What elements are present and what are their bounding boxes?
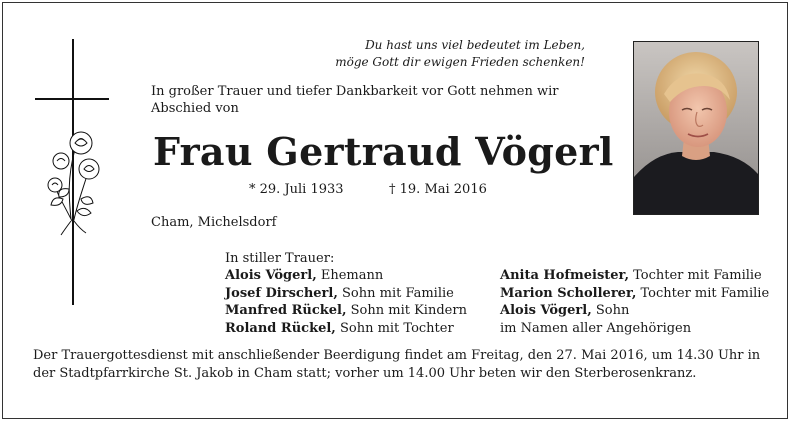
mourner-name: Anita Hofmeister, (500, 268, 629, 283)
mourner-relation: Sohn (591, 303, 630, 318)
mourner-entry (500, 320, 769, 338)
mourner-entry (500, 267, 769, 285)
funeral-service-text: Der Trauergottesdienst mit anschließender Beerdigung findet am Freitag, den 27. Mai 2016, um 14.30 Uhr in der Stadtpfarrkirche St. Jakob in Cham statt; vorher um 14.00 Uhr beten wir den Sterberosenkranz. (33, 348, 761, 381)
mourner-name: Marion Schollerer, (500, 285, 637, 301)
motto-line-1: Du hast uns viel bedeutet im Leben, (365, 38, 585, 52)
motto-line-2: möge Gott dir ewigen Frieden schenken! (335, 55, 585, 69)
mourner-name: Alois Vögerl, (500, 303, 592, 318)
mourner-relation: Ehemann (316, 268, 384, 283)
intro-text: In großer Trauer und tiefer Dankbarkeit vor Gott nehmen wir Abschied von (151, 84, 559, 116)
mourners-left-column (225, 267, 467, 337)
mourner-entry (225, 267, 467, 285)
mourner-name: Josef Dirscherl, (225, 285, 338, 301)
cross-with-roses-icon (31, 39, 116, 307)
mourner-entry (500, 302, 769, 320)
mourner-relation: Tochter mit Familie (628, 268, 762, 283)
death-date: † 19. Mai 2016 (389, 182, 487, 197)
place-of-residence: Cham, Michelsdorf (151, 215, 277, 230)
mourner-entry (500, 285, 769, 303)
deceased-name: Frau Gertraud Vögerl (153, 129, 614, 174)
birth-date: * 29. Juli 1933 (249, 182, 344, 197)
mourner-entry (225, 302, 467, 320)
mourners-right-column (500, 267, 769, 337)
mourner-entry (225, 320, 467, 338)
mourner-name: Roland Rückel, (225, 320, 336, 336)
obituary-notice (2, 2, 788, 419)
motto-quote (293, 37, 585, 71)
mourner-relation: Sohn mit Familie (337, 285, 454, 301)
mourner-relation: Sohn mit Tochter (335, 320, 454, 336)
mourners-heading: In stiller Trauer: (225, 251, 335, 266)
mourner-relation: Tochter mit Familie (636, 285, 770, 301)
mourner-name: Alois Vögerl, (225, 268, 317, 283)
mourner-relation: im Namen aller Angehörigen (500, 320, 692, 336)
mourner-name: Manfred Rückel, (225, 303, 347, 318)
mourner-relation: Sohn mit Kindern (346, 303, 467, 318)
portrait-photo (633, 41, 759, 215)
mourner-entry (225, 285, 467, 303)
